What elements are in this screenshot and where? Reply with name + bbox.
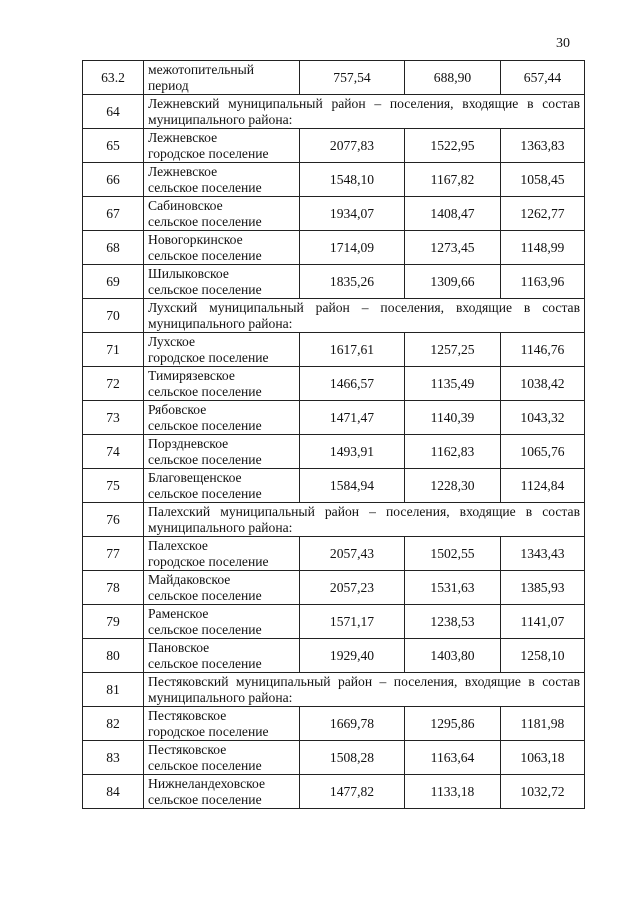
settlement-name: [144, 435, 300, 469]
settlement-name-line1: Майдаковское: [148, 572, 231, 587]
settlement-name-line2: сельское поселение: [148, 247, 262, 263]
settlement-name-line2: сельское поселение: [148, 417, 262, 433]
settlement-name-line1: Пестяковское: [148, 742, 227, 757]
table-row: [83, 639, 585, 673]
value-2: 1228,30: [405, 469, 501, 503]
value-1: 1548,10: [300, 163, 405, 197]
value-1: 1929,40: [300, 639, 405, 673]
settlement-name: [144, 401, 300, 435]
value-3: 657,44: [501, 61, 585, 95]
value-1: 1669,78: [300, 707, 405, 741]
section-heading: Лежневский муниципальный район – поселения, входящие в состав муниципального района:: [144, 95, 585, 129]
table-row: [83, 741, 585, 775]
settlement-name: [144, 265, 300, 299]
settlement-name-line2: сельское поселение: [148, 791, 262, 807]
table-row: [83, 265, 585, 299]
settlement-name-line2: сельское поселение: [148, 179, 262, 195]
value-1: 1934,07: [300, 197, 405, 231]
settlement-name-line2: сельское поселение: [148, 757, 262, 773]
table-row: [83, 537, 585, 571]
settlement-name-line1: Тимирязевское: [148, 368, 235, 383]
value-1: 1571,17: [300, 605, 405, 639]
value-2: 688,90: [405, 61, 501, 95]
settlement-name-line1: Шилыковское: [148, 266, 229, 281]
row-number: 73: [83, 401, 144, 435]
settlement-name-line2: городское поселение: [148, 145, 269, 161]
value-2: 1140,39: [405, 401, 501, 435]
table-row: [83, 775, 585, 809]
row-number: 83: [83, 741, 144, 775]
settlement-name-line1: Порздневское: [148, 436, 229, 451]
row-number: 70: [83, 299, 144, 333]
value-2: 1135,49: [405, 367, 501, 401]
settlement-name: [144, 469, 300, 503]
settlement-name-line2: сельское поселение: [148, 485, 262, 501]
settlement-name: [144, 333, 300, 367]
table-row: [83, 163, 585, 197]
table-row: [83, 129, 585, 163]
value-1: 2057,23: [300, 571, 405, 605]
page-number: 30: [556, 36, 570, 51]
table-row: [83, 435, 585, 469]
value-2: 1167,82: [405, 163, 501, 197]
settlement-name: [144, 61, 300, 95]
row-number: 69: [83, 265, 144, 299]
table-row: [83, 571, 585, 605]
value-1: 1617,61: [300, 333, 405, 367]
settlement-name: [144, 163, 300, 197]
value-1: 1835,26: [300, 265, 405, 299]
settlement-name: [144, 605, 300, 639]
value-1: 1466,57: [300, 367, 405, 401]
settlement-name-line1: Палехское: [148, 538, 208, 553]
settlement-name: [144, 639, 300, 673]
section-row: [83, 95, 585, 129]
settlement-name-line2: сельское поселение: [148, 281, 262, 297]
value-3: 1262,77: [501, 197, 585, 231]
tariff-table: [82, 60, 585, 809]
settlement-name: [144, 775, 300, 809]
settlement-name-line1: Сабиновское: [148, 198, 223, 213]
value-3: 1065,76: [501, 435, 585, 469]
table-row: [83, 469, 585, 503]
value-3: 1124,84: [501, 469, 585, 503]
value-1: 1471,47: [300, 401, 405, 435]
value-1: 2057,43: [300, 537, 405, 571]
table-row: [83, 231, 585, 265]
row-number: 77: [83, 537, 144, 571]
value-3: 1385,93: [501, 571, 585, 605]
section-heading: Пестяковский муниципальный район – поселения, входящие в состав муниципального района:: [144, 673, 585, 707]
settlement-name: [144, 367, 300, 401]
settlement-name-line1: Раменское: [148, 606, 209, 621]
value-3: 1258,10: [501, 639, 585, 673]
value-3: 1058,45: [501, 163, 585, 197]
row-number: 76: [83, 503, 144, 537]
value-2: 1162,83: [405, 435, 501, 469]
value-2: 1502,55: [405, 537, 501, 571]
value-1: 1584,94: [300, 469, 405, 503]
value-1: 1714,09: [300, 231, 405, 265]
settlement-name: [144, 129, 300, 163]
settlement-name: [144, 231, 300, 265]
value-2: 1403,80: [405, 639, 501, 673]
value-2: 1238,53: [405, 605, 501, 639]
table-row: [83, 605, 585, 639]
table-row: [83, 333, 585, 367]
row-number: 68: [83, 231, 144, 265]
table-row: [83, 367, 585, 401]
value-2: 1163,64: [405, 741, 501, 775]
settlement-name-line1: Рябовское: [148, 402, 207, 417]
settlement-name-line1: Пановское: [148, 640, 210, 655]
settlement-name-line2: сельское поселение: [148, 451, 262, 467]
value-2: 1257,25: [405, 333, 501, 367]
section-row: [83, 299, 585, 333]
row-number: 63.2: [83, 61, 144, 95]
settlement-name-line1: Новогоркинское: [148, 232, 243, 247]
settlement-name-line1: Лежневское: [148, 130, 218, 145]
value-1: 1477,82: [300, 775, 405, 809]
section-row: [83, 673, 585, 707]
settlement-name: [144, 197, 300, 231]
settlement-name-line2: сельское поселение: [148, 587, 262, 603]
value-3: 1032,72: [501, 775, 585, 809]
row-number: 81: [83, 673, 144, 707]
value-3: 1343,43: [501, 537, 585, 571]
value-3: 1146,76: [501, 333, 585, 367]
settlement-name-line2: период: [148, 77, 189, 93]
row-number: 65: [83, 129, 144, 163]
value-2: 1408,47: [405, 197, 501, 231]
value-2: 1531,63: [405, 571, 501, 605]
section-row: [83, 503, 585, 537]
row-number: 71: [83, 333, 144, 367]
value-3: 1363,83: [501, 129, 585, 163]
value-2: 1295,86: [405, 707, 501, 741]
settlement-name-line1: Благовещенское: [148, 470, 242, 485]
row-number: 75: [83, 469, 144, 503]
value-1: 2077,83: [300, 129, 405, 163]
value-2: 1133,18: [405, 775, 501, 809]
value-3: 1043,32: [501, 401, 585, 435]
row-number: 82: [83, 707, 144, 741]
settlement-name: [144, 741, 300, 775]
table-row: [83, 61, 585, 95]
value-1: 1508,28: [300, 741, 405, 775]
value-3: 1063,18: [501, 741, 585, 775]
row-number: 64: [83, 95, 144, 129]
row-number: 66: [83, 163, 144, 197]
section-heading: Лухский муниципальный район – поселения, входящие в состав муниципального района:: [144, 299, 585, 333]
row-number: 72: [83, 367, 144, 401]
table-row: [83, 707, 585, 741]
value-2: 1273,45: [405, 231, 501, 265]
settlement-name: [144, 571, 300, 605]
value-3: 1148,99: [501, 231, 585, 265]
table-row: [83, 401, 585, 435]
settlement-name: [144, 537, 300, 571]
row-number: 74: [83, 435, 144, 469]
value-1: 757,54: [300, 61, 405, 95]
settlement-name-line2: сельское поселение: [148, 383, 262, 399]
row-number: 84: [83, 775, 144, 809]
settlement-name-line2: сельское поселение: [148, 213, 262, 229]
table-body: [83, 61, 585, 809]
settlement-name-line2: городское поселение: [148, 349, 269, 365]
section-heading: Палехский муниципальный район – поселения, входящие в состав муниципального района:: [144, 503, 585, 537]
settlement-name-line1: Лежневское: [148, 164, 218, 179]
settlement-name-line1: Нижнеландеховское: [148, 776, 266, 791]
value-2: 1309,66: [405, 265, 501, 299]
value-3: 1141,07: [501, 605, 585, 639]
row-number: 67: [83, 197, 144, 231]
value-2: 1522,95: [405, 129, 501, 163]
settlement-name-line2: городское поселение: [148, 553, 269, 569]
settlement-name-line2: сельское поселение: [148, 655, 262, 671]
settlement-name-line1: Лухское: [148, 334, 196, 349]
settlement-name-line2: городское поселение: [148, 723, 269, 739]
value-3: 1038,42: [501, 367, 585, 401]
row-number: 78: [83, 571, 144, 605]
row-number: 79: [83, 605, 144, 639]
value-3: 1181,98: [501, 707, 585, 741]
table-row: [83, 197, 585, 231]
settlement-name-line1: Пестяковское: [148, 708, 227, 723]
row-number: 80: [83, 639, 144, 673]
value-1: 1493,91: [300, 435, 405, 469]
settlement-name: [144, 707, 300, 741]
settlement-name-line2: сельское поселение: [148, 621, 262, 637]
settlement-name-line1: межотопительный: [148, 62, 255, 77]
value-3: 1163,96: [501, 265, 585, 299]
